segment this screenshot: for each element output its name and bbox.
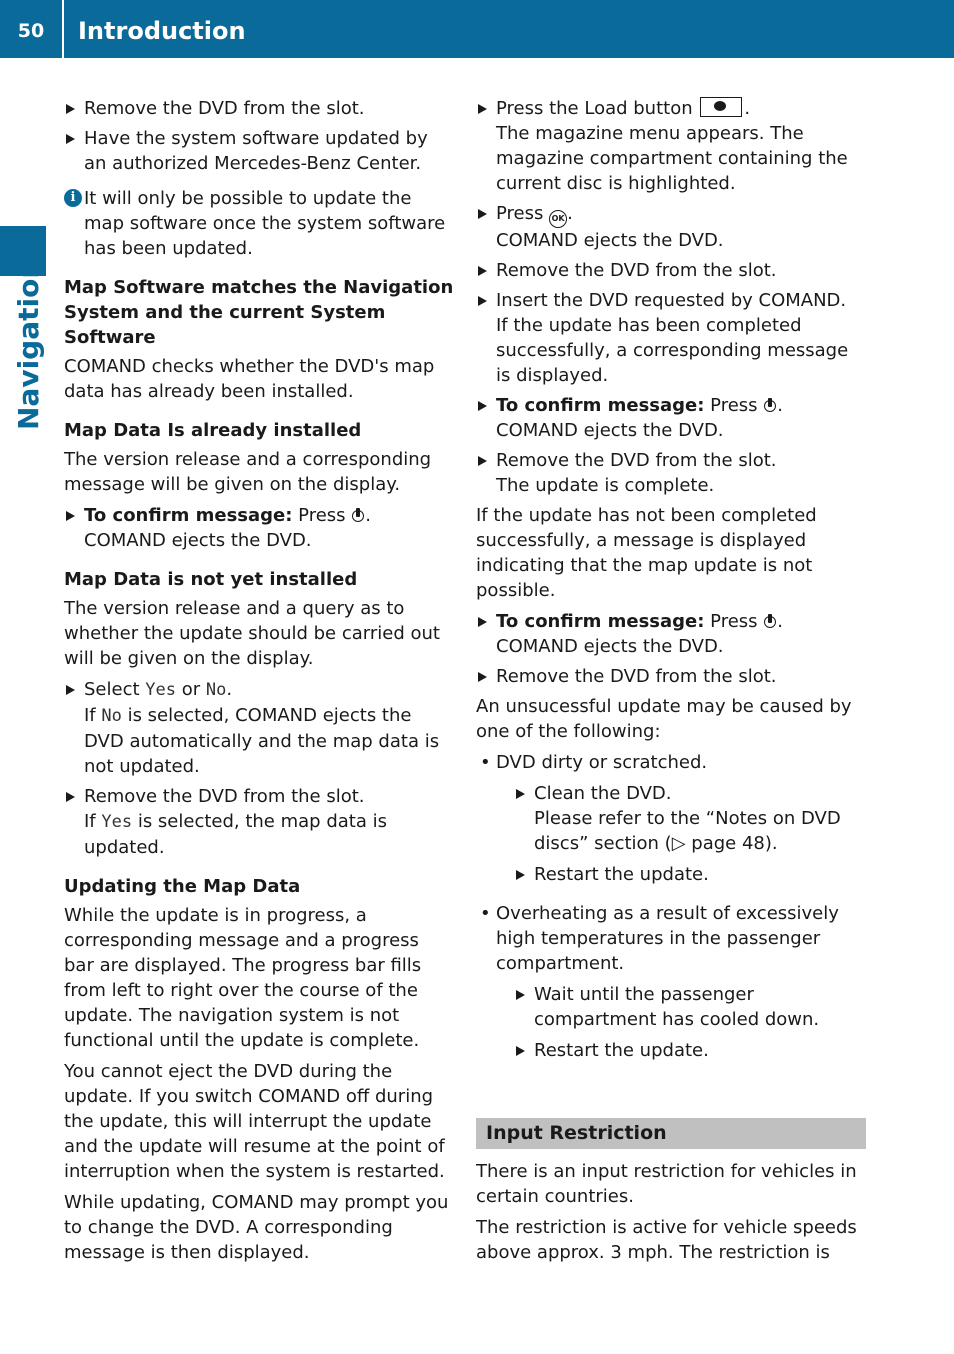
display-option-yes: Yes bbox=[145, 680, 176, 700]
step-text: Press bbox=[704, 611, 764, 632]
instruction-step bbox=[476, 258, 866, 283]
paragraph: There is an input restriction for vehicles in certain countries. bbox=[476, 1161, 857, 1207]
info-note bbox=[64, 186, 454, 261]
section-heading: Updating the Map Data bbox=[64, 876, 301, 897]
step-text: . bbox=[567, 203, 573, 224]
step-text: If bbox=[84, 811, 102, 832]
info-icon: i bbox=[64, 189, 82, 207]
paragraph: The restriction is active for vehicle speeds above approx. 3 mph. The restriction is bbox=[476, 1217, 857, 1263]
step-text: Press bbox=[496, 203, 550, 224]
bullet-dot: • bbox=[480, 752, 491, 773]
instruction-step bbox=[64, 503, 454, 553]
controller-press-icon bbox=[351, 508, 365, 524]
step-bold-label: To confirm message: bbox=[496, 611, 705, 632]
instruction-step bbox=[476, 609, 866, 659]
sub-instruction-step bbox=[476, 781, 866, 856]
instruction-step bbox=[64, 126, 454, 176]
step-text: Clean the DVD. bbox=[534, 783, 672, 804]
step-text: . bbox=[365, 505, 372, 526]
paragraph: If the update has not been completed successfully, a message is displayed indicating that the map update is not possible. bbox=[476, 505, 817, 601]
sub-instruction-step bbox=[476, 982, 866, 1032]
side-section-label: Navigation bbox=[12, 258, 45, 430]
step-result: If the update has been completed successfully, a corresponding message is displayed. bbox=[496, 315, 849, 386]
step-text: Wait until the passenger compartment has cooled down. bbox=[534, 984, 820, 1030]
bullet-text: DVD dirty or scratched. bbox=[496, 752, 708, 773]
step-bold-label: To confirm message: bbox=[84, 505, 293, 526]
step-text: . bbox=[226, 679, 233, 700]
controller-press-icon bbox=[763, 614, 777, 630]
step-result: COMAND ejects the DVD. bbox=[496, 420, 724, 441]
header-divider bbox=[62, 0, 64, 58]
step-text: Remove the DVD from the slot. bbox=[496, 450, 777, 471]
step-text: . bbox=[777, 395, 784, 416]
step-result: The update is complete. bbox=[496, 475, 715, 496]
step-text: Restart the update. bbox=[534, 1040, 709, 1061]
paragraph: You cannot eject the DVD during the update. If you switch COMAND off during the update, this will interrupt the update and the update will resume at the point of interruption when the system is restarted. bbox=[64, 1061, 445, 1182]
paragraph: While the update is in progress, a corresponding message and a progress bar are displayed. The progress bar fills from left to right over the course of the update. The navigation system is not functional until the update is complete. bbox=[64, 905, 422, 1051]
paragraph: The version release and a query as to whether the update should be carried out will be given on the display. bbox=[64, 598, 440, 669]
step-text: Press the Load button bbox=[496, 98, 699, 119]
controller-press-icon bbox=[763, 398, 777, 414]
step-result: COMAND ejects the DVD. bbox=[496, 230, 724, 251]
bullet-item bbox=[476, 750, 866, 775]
step-text: Insert the DVD requested by COMAND. bbox=[496, 290, 847, 311]
step-text: If bbox=[84, 705, 102, 726]
left-column bbox=[64, 96, 454, 1271]
instruction-step bbox=[64, 96, 454, 121]
section-title-bar: Input Restriction bbox=[476, 1118, 866, 1149]
section-heading: Map Software matches the Navigation System and the current System Software bbox=[64, 277, 454, 348]
ok-button-icon: OK bbox=[549, 210, 567, 228]
section-heading: Map Data is not yet installed bbox=[64, 569, 358, 590]
section-heading: Map Data Is already installed bbox=[64, 420, 362, 441]
step-result: The magazine menu appears. The magazine compartment containing the current disc is highlighted. bbox=[496, 123, 848, 194]
paragraph: The version release and a corresponding message will be given on the display. bbox=[64, 449, 432, 495]
step-result: Please refer to the “Notes on DVD discs” section (▷ page 48). bbox=[534, 808, 841, 854]
instruction-step bbox=[64, 677, 454, 779]
page-number: 50 bbox=[17, 20, 45, 42]
bullet-dot: • bbox=[480, 903, 491, 924]
chapter-title: Introduction bbox=[78, 17, 246, 45]
step-result: COMAND ejects the DVD. bbox=[496, 636, 724, 657]
step-result: COMAND ejects the DVD. bbox=[84, 530, 312, 551]
paragraph: While updating, COMAND may prompt you to change the DVD. A corresponding message is then displayed. bbox=[64, 1192, 449, 1263]
step-text: . bbox=[777, 611, 784, 632]
step-text: Remove the DVD from the slot. bbox=[84, 98, 365, 119]
bullet-text: Overheating as a result of excessively high temperatures in the passenger compartment. bbox=[496, 903, 839, 974]
right-column bbox=[476, 96, 866, 1271]
display-option-no: No bbox=[101, 706, 122, 726]
step-text: Remove the DVD from the slot. bbox=[496, 666, 777, 687]
step-text: Remove the DVD from the slot. bbox=[496, 260, 777, 281]
sub-instruction-step bbox=[476, 862, 866, 887]
note-text: It will only be possible to update the map software once the system software has been updated. bbox=[84, 188, 446, 259]
display-option-no: No bbox=[205, 680, 227, 700]
sub-instruction-step bbox=[476, 1038, 866, 1063]
step-text: Restart the update. bbox=[534, 864, 709, 885]
step-text: Have the system software updated by an authorized Mercedes-Benz Center. bbox=[84, 128, 428, 174]
step-bold-label: To confirm message: bbox=[496, 395, 705, 416]
instruction-step bbox=[476, 201, 866, 253]
instruction-step bbox=[64, 784, 454, 860]
step-text: . bbox=[744, 98, 751, 119]
display-option-yes: Yes bbox=[101, 812, 133, 832]
paragraph: COMAND checks whether the DVD's map data has already been installed. bbox=[64, 356, 435, 402]
paragraph: An unsucessful update may be caused by one of the following: bbox=[476, 696, 852, 742]
step-result: is selected, the map data is updated. bbox=[84, 811, 387, 858]
step-text: or bbox=[175, 679, 206, 700]
step-text: Press bbox=[704, 395, 764, 416]
step-text: Remove the DVD from the slot. bbox=[84, 786, 365, 807]
bullet-item bbox=[476, 901, 866, 976]
step-text: Press bbox=[292, 505, 352, 526]
load-button-icon bbox=[700, 97, 742, 117]
instruction-step bbox=[476, 288, 866, 388]
instruction-step bbox=[476, 448, 866, 498]
instruction-step bbox=[476, 96, 866, 196]
step-result: is selected, COMAND ejects the DVD automatically and the map data is not updated. bbox=[84, 705, 440, 777]
instruction-step bbox=[476, 393, 866, 443]
step-text: Select bbox=[84, 679, 146, 700]
instruction-step bbox=[476, 664, 866, 689]
